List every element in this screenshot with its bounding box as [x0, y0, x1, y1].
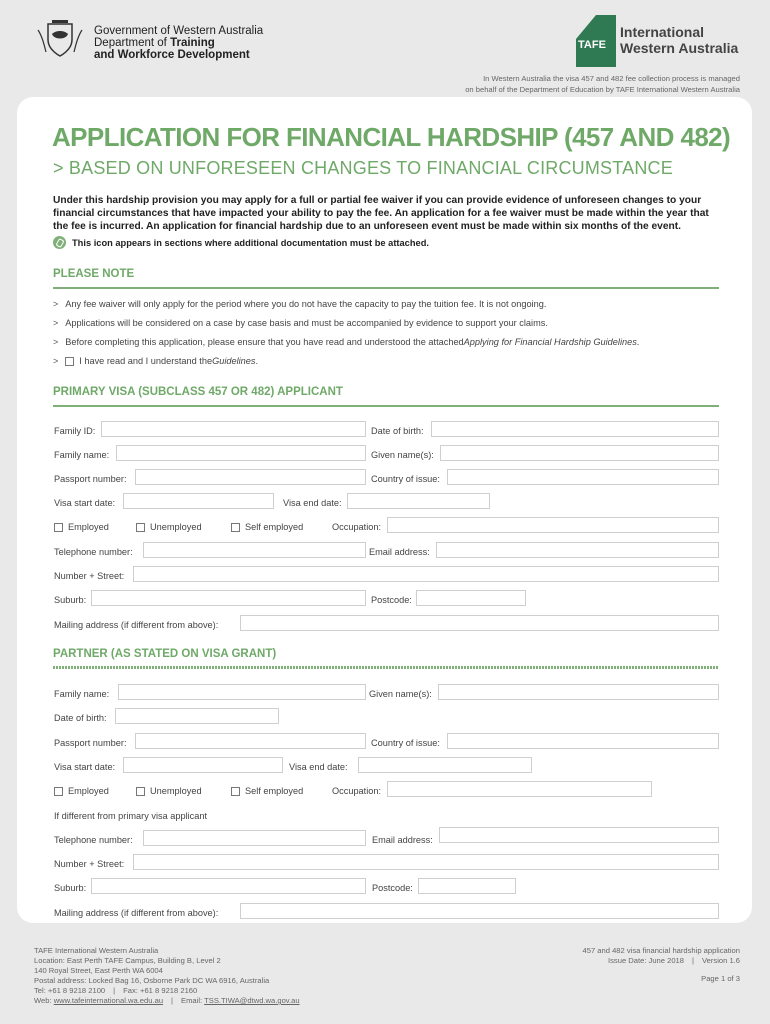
note-item-4-suffix: .: [255, 356, 259, 366]
note-item-3: [53, 337, 639, 347]
footer-doc-info: [583, 946, 740, 984]
given-names-label: Given name(s):: [371, 450, 434, 460]
please-note-rule: [53, 287, 719, 289]
partner-given-names-field[interactable]: [438, 684, 719, 700]
passport-label: Passport number:: [54, 474, 127, 484]
note-item-2-text: Applications will be considered on a case by case basis and must be accompanied by evidence to support your claims.: [65, 318, 548, 328]
note-item-2: [53, 318, 548, 328]
note-item-1: [53, 299, 546, 309]
partner-telephone-label: Telephone number:: [54, 835, 133, 845]
partner-employed-option[interactable]: [54, 786, 109, 796]
note-item-1-text: Any fee waiver will only apply for the period where you do not have the capacity to pay the tuition fee. It is not ongoing.: [65, 299, 547, 309]
partner-self-employed-label: Self employed: [245, 786, 304, 796]
footer-web-label: Web:: [34, 996, 54, 1005]
suburb-label: Suburb:: [54, 595, 87, 605]
clip-note-text: This icon appears in sections where additional documentation must be attached.: [72, 237, 429, 248]
tafe-logo-icon: [576, 15, 616, 67]
gov-line2-prefix: Department of: [94, 37, 171, 49]
clip-note: [53, 236, 429, 249]
email-field[interactable]: [436, 542, 719, 558]
partner-country-label: Country of issue:: [371, 738, 440, 748]
partner-given-names-label: Given name(s):: [369, 689, 432, 699]
chevron-right-icon: >: [53, 356, 59, 366]
managed-line2: on behalf of the Department of Education by TAFE International Western Australia: [465, 85, 740, 94]
primary-rule: [53, 405, 719, 407]
tafe-line1: International: [620, 24, 705, 40]
self-employed-label: Self employed: [245, 522, 304, 532]
paperclip-icon: [53, 236, 66, 249]
note-item-3-suffix: .: [636, 337, 640, 347]
managed-line1: In Western Australia the visa 457 and 482 fee collection process is managed: [483, 74, 740, 83]
partner-mailing-field[interactable]: [240, 903, 719, 919]
footer-divider: |: [113, 986, 116, 995]
page-title: APPLICATION FOR FINANCIAL HARDSHIP (457 AND 482): [52, 122, 731, 152]
chevron-right-icon: >: [53, 299, 59, 309]
intro-text: Under this hardship provision you may apply for a full or partial fee waiver if you can provide evidence of unforeseen changes to your financial circumstances that have impacted your ability to pay the fee. An application for a fee waiver must be made within the year that the fee is incurred. An application for financial hardship due to an unforeseen event must be made within six months of the event.: [53, 195, 709, 232]
footer-email-label: Email:: [181, 996, 205, 1005]
footer-page-number: Page 1 of 3: [701, 974, 740, 983]
checkbox-icon[interactable]: [136, 523, 145, 532]
visa-end-label: Visa end date:: [283, 498, 342, 508]
dob-field[interactable]: [431, 421, 719, 437]
footer-version: Version 1.6: [702, 956, 740, 965]
email-label: Email address:: [369, 547, 430, 557]
footer-tel: Tel: +61 8 9218 2100: [34, 986, 106, 995]
note-item-3-text: Before completing this application, please ensure that you have read and understood the attached: [65, 337, 464, 347]
partner-street-label: Number + Street:: [54, 859, 125, 869]
checkbox-icon[interactable]: [136, 787, 145, 796]
checkbox-icon[interactable]: [54, 787, 63, 796]
self-employed-option[interactable]: [231, 522, 303, 532]
partner-street-field[interactable]: [133, 854, 719, 870]
partner-visa-end-field[interactable]: [358, 757, 532, 773]
partner-unemployed-option[interactable]: [136, 786, 202, 796]
guidelines-word: Guidelines: [212, 356, 256, 366]
checkbox-icon[interactable]: [231, 787, 240, 796]
gov-line1: Government of Western Australia: [94, 25, 264, 37]
visa-start-field[interactable]: [123, 493, 274, 509]
partner-passport-label: Passport number:: [54, 738, 127, 748]
passport-field[interactable]: [135, 469, 366, 485]
guidelines-checkbox[interactable]: [65, 357, 74, 366]
partner-visa-start-label: Visa start date:: [54, 762, 116, 772]
gov-line2-bold: Training: [170, 37, 215, 49]
chevron-right-icon: >: [53, 337, 59, 347]
footer-fax: Fax: +61 8 9218 2160: [123, 986, 198, 995]
note-item-4-text: I have read and I understand the: [79, 356, 213, 366]
footer-doc-title: 457 and 482 visa financial hardship application: [582, 946, 740, 955]
footer-divider: |: [692, 956, 694, 965]
country-field[interactable]: [447, 469, 719, 485]
street-field[interactable]: [133, 566, 719, 582]
footer-location: Location: East Perth TAFE Campus, Building B, Level 2: [34, 956, 221, 965]
partner-dob-field[interactable]: [115, 708, 279, 724]
chevron-right-icon: >: [53, 318, 59, 328]
footer-divider: |: [171, 996, 174, 1005]
footer-web-link[interactable]: www.tafeinternational.wa.edu.au: [53, 996, 164, 1005]
telephone-field[interactable]: [143, 542, 366, 558]
occupation-field[interactable]: [387, 517, 719, 533]
tafe-badge-text: TAFE: [578, 39, 606, 51]
unemployed-option[interactable]: [136, 522, 202, 532]
employed-label: Employed: [68, 522, 109, 532]
page-subtitle: > BASED ON UNFORESEEN CHANGES TO FINANCIAL CIRCUMSTANCE: [53, 158, 673, 178]
partner-postcode-field[interactable]: [418, 878, 516, 894]
partner-visa-start-field[interactable]: [123, 757, 283, 773]
managed-note: [380, 73, 740, 95]
mailing-label: Mailing address (if different from above):: [54, 620, 219, 630]
partner-family-name-field[interactable]: [118, 684, 366, 700]
occupation-label: Occupation:: [332, 522, 382, 532]
partner-unemployed-label: Unemployed: [150, 786, 202, 796]
checkbox-icon[interactable]: [54, 523, 63, 532]
visa-start-label: Visa start date:: [54, 498, 116, 508]
telephone-label: Telephone number:: [54, 547, 133, 557]
if-different-label: If different from primary visa applicant: [54, 811, 208, 821]
country-label: Country of issue:: [371, 474, 440, 484]
tafe-name: [620, 24, 738, 56]
suburb-field[interactable]: [91, 590, 366, 606]
partner-postcode-label: Postcode:: [372, 883, 413, 893]
footer-issue-date: Issue Date: June 2018: [608, 956, 685, 965]
footer-org: TAFE International Western Australia: [34, 946, 159, 955]
partner-occupation-label: Occupation:: [332, 786, 382, 796]
partner-dob-label: Date of birth:: [54, 713, 107, 723]
postcode-label: Postcode:: [371, 595, 412, 605]
partner-visa-end-label: Visa end date:: [289, 762, 348, 772]
gov-line3: and Workforce Development: [94, 49, 250, 61]
street-label: Number + Street:: [54, 571, 125, 581]
guidelines-title: Applying for Financial Hardship Guidelines: [463, 337, 637, 347]
partner-suburb-label: Suburb:: [54, 883, 87, 893]
partner-rule: [53, 666, 719, 669]
partner-mailing-label: Mailing address (if different from above):: [54, 908, 219, 918]
postcode-field[interactable]: [416, 590, 526, 606]
partner-occupation-field[interactable]: [387, 781, 652, 797]
wa-crest-icon: [34, 20, 86, 60]
family-id-field[interactable]: [101, 421, 366, 437]
partner-country-field[interactable]: [447, 733, 719, 749]
partner-suburb-field[interactable]: [91, 878, 366, 894]
partner-telephone-field[interactable]: [143, 830, 366, 846]
partner-heading: PARTNER (AS STATED ON VISA GRANT): [53, 648, 277, 660]
partner-family-name-label: Family name:: [54, 689, 110, 699]
note-item-4: [53, 356, 258, 366]
mailing-field[interactable]: [240, 615, 719, 631]
tafe-line2: Western Australia: [620, 40, 739, 56]
gov-wa-text: [94, 25, 263, 61]
employed-option[interactable]: [54, 522, 109, 532]
primary-heading: PRIMARY VISA (SUBCLASS 457 OR 482) APPLICANT: [53, 386, 343, 398]
visa-end-field[interactable]: [347, 493, 490, 509]
family-name-label: Family name:: [54, 450, 110, 460]
partner-employed-label: Employed: [68, 786, 109, 796]
checkbox-icon[interactable]: [231, 523, 240, 532]
partner-passport-field[interactable]: [135, 733, 366, 749]
unemployed-label: Unemployed: [150, 522, 202, 532]
dob-label: Date of birth:: [371, 426, 424, 436]
please-note-heading: PLEASE NOTE: [53, 268, 135, 280]
footer-email-link[interactable]: TSS.TIWA@dtwd.wa.gov.au: [204, 996, 300, 1005]
partner-email-label: Email address:: [372, 835, 433, 845]
footer-address: 140 Royal Street, East Perth WA 6004: [34, 966, 163, 975]
family-name-field[interactable]: [116, 445, 366, 461]
family-id-label: Family ID:: [54, 426, 96, 436]
footer-contact: [34, 946, 300, 1006]
footer-postal: Postal address: Locked Bag 16, Osborne Park DC WA 6916, Australia: [34, 976, 270, 985]
partner-email-field[interactable]: [439, 827, 719, 843]
given-names-field[interactable]: [440, 445, 719, 461]
partner-self-employed-option[interactable]: [231, 786, 303, 796]
